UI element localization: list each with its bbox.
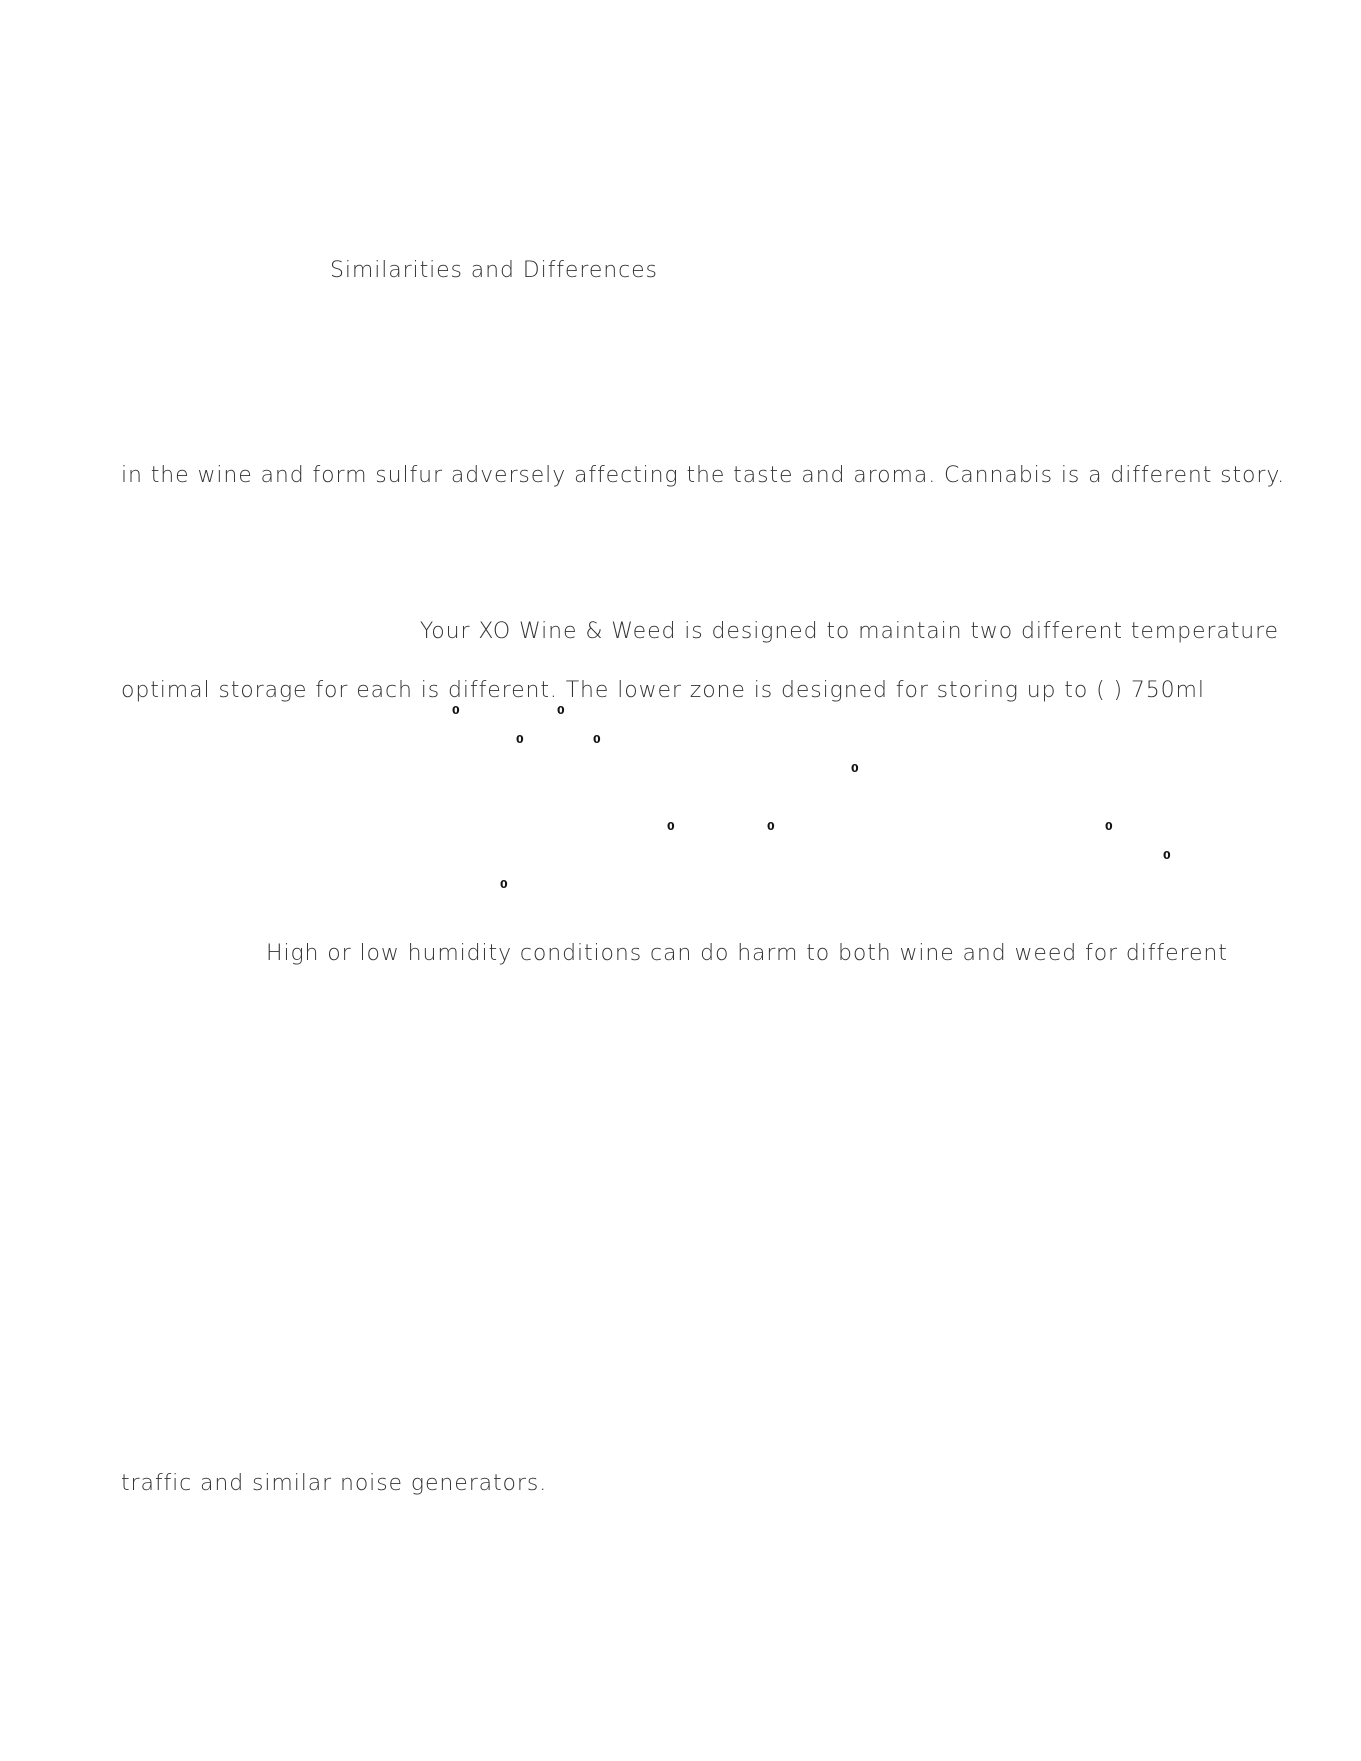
body-line-4: High or low humidity conditions can do harm to both wine and weed for different <box>266 941 1228 966</box>
degree-symbol: 0 <box>667 820 675 833</box>
body-line-3: optimal storage for each is different. The lower zone is designed for storing up to ( ) 750ml <box>121 678 1205 703</box>
degree-symbol: 0 <box>767 820 775 833</box>
body-line-5: traffic and similar noise generators. <box>121 1471 548 1496</box>
degree-symbol: 0 <box>1105 820 1113 833</box>
degree-symbol: 0 <box>452 704 460 717</box>
body-line-2: Your XO Wine & Weed is designed to maintain two different temperature <box>419 619 1279 644</box>
degree-symbol: 0 <box>851 762 859 775</box>
degree-symbol: 0 <box>1163 849 1171 862</box>
degree-symbol: 0 <box>593 733 601 746</box>
degree-symbol: 0 <box>500 878 508 891</box>
section-heading: Similarities and Differences <box>330 258 658 283</box>
body-line-1: in the wine and form sulfur adversely affecting the taste and aroma. Cannabis is a different story. <box>121 463 1286 488</box>
degree-symbol: 0 <box>557 704 565 717</box>
degree-symbol: 0 <box>516 733 524 746</box>
